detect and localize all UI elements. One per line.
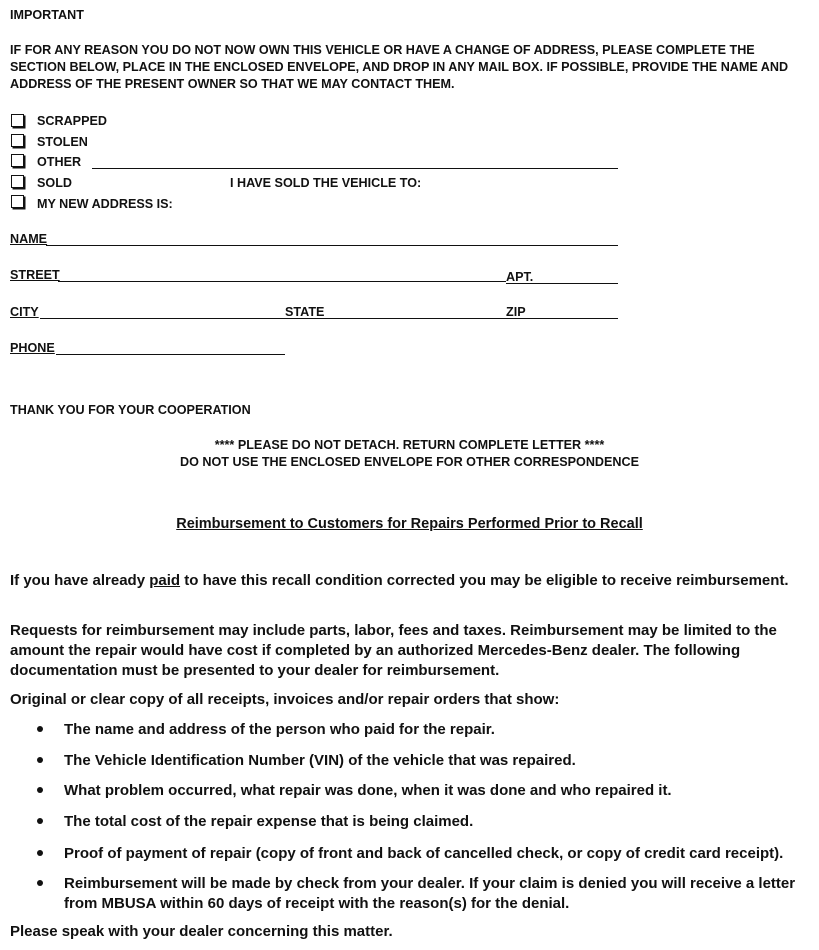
other-input-line[interactable] bbox=[92, 168, 618, 169]
zip-label: ZIP bbox=[506, 305, 526, 319]
list-item: The name and address of the person who paid for the repair. bbox=[64, 721, 495, 738]
other-checkbox[interactable] bbox=[11, 154, 24, 167]
bullet-icon bbox=[37, 880, 43, 886]
street-input-line[interactable] bbox=[58, 281, 506, 282]
reimbursement-heading: Reimbursement to Customers for Repairs Performed Prior to Recall bbox=[176, 516, 643, 532]
important-heading: IMPORTANT bbox=[10, 8, 84, 22]
reimbursement-paragraph-3: Original or clear copy of all receipts, invoices and/or repair orders that show: bbox=[10, 691, 560, 708]
city-input-line[interactable] bbox=[40, 318, 285, 319]
bullet-icon bbox=[37, 787, 43, 793]
list-item: The total cost of the repair expense that is being claimed. bbox=[64, 813, 474, 830]
bullet-icon bbox=[37, 818, 43, 824]
closing-text: Please speak with your dealer concerning this matter. bbox=[10, 923, 393, 940]
instruction-line-2: SECTION BELOW, PLACE IN THE ENCLOSED ENVELOPE, AND DROP IN ANY MAIL BOX. IF POSSIBLE, PROVIDE THE NAME AND bbox=[10, 60, 789, 74]
scrapped-label: SCRAPPED bbox=[37, 114, 107, 128]
list-item: Proof of payment of repair (copy of front and back of cancelled check, or copy of credit card receipt). bbox=[64, 845, 784, 862]
apt-label: APT. bbox=[506, 270, 534, 284]
street-label: STREET bbox=[10, 268, 60, 282]
sold-to-label: I HAVE SOLD THE VEHICLE TO: bbox=[230, 176, 422, 190]
list-item: What problem occurred, what repair was done, when it was done and who repaired it. bbox=[64, 782, 672, 799]
zip-input-line[interactable] bbox=[506, 318, 618, 319]
phone-input-line[interactable] bbox=[56, 354, 285, 355]
paid-emphasis: paid bbox=[149, 572, 181, 589]
bullet-icon bbox=[37, 726, 43, 732]
instruction-line-3: ADDRESS OF THE PRESENT OWNER SO THAT WE MAY CONTACT THEM. bbox=[10, 77, 455, 91]
notice-line-1: **** PLEASE DO NOT DETACH. RETURN COMPLETE LETTER **** bbox=[214, 438, 605, 452]
city-label: CITY bbox=[10, 305, 39, 319]
reimbursement-paragraph-1: If you have already paid to have this recall condition corrected you may be eligible to receive reimbursement. bbox=[10, 572, 789, 589]
apt-input-line[interactable] bbox=[506, 283, 618, 284]
notice-line-2: DO NOT USE THE ENCLOSED ENVELOPE FOR OTHER CORRESPONDENCE bbox=[179, 455, 640, 469]
phone-label: PHONE bbox=[10, 341, 55, 355]
list-item: Reimbursement will be made by check from your dealer. If your claim is denied you will receive a letter from MBUSA within 60 days of receipt with the reason(s) for the denial. bbox=[64, 875, 796, 912]
sold-label: SOLD bbox=[37, 176, 72, 190]
stolen-label: STOLEN bbox=[37, 135, 88, 149]
state-input-line[interactable] bbox=[285, 318, 506, 319]
thanks-text: THANK YOU FOR YOUR COOPERATION bbox=[10, 403, 251, 417]
name-input-line[interactable] bbox=[46, 245, 618, 246]
name-label: NAME bbox=[10, 232, 48, 246]
reimbursement-paragraph-2: Requests for reimbursement may include parts, labor, fees and taxes. Reimbursement may be limited to the amount the repair would have cost if completed by an authorized Mercedes-Benz dealer. The following documentation must be presented to your dealer for reimbursement. bbox=[10, 622, 777, 679]
bullet-icon bbox=[37, 850, 43, 856]
bullet-icon bbox=[37, 757, 43, 763]
sold-checkbox[interactable] bbox=[11, 175, 24, 188]
state-label: STATE bbox=[285, 305, 325, 319]
list-item: The Vehicle Identification Number (VIN) of the vehicle that was repaired. bbox=[64, 752, 576, 769]
stolen-checkbox[interactable] bbox=[11, 134, 24, 147]
instruction-line-1: IF FOR ANY REASON YOU DO NOT NOW OWN THIS VEHICLE OR HAVE A CHANGE OF ADDRESS, PLEASE COMPLETE THE bbox=[10, 43, 755, 57]
new-address-label: MY NEW ADDRESS IS: bbox=[37, 197, 173, 211]
scrapped-checkbox[interactable] bbox=[11, 114, 24, 127]
new-address-checkbox[interactable] bbox=[11, 195, 24, 208]
other-label: OTHER bbox=[37, 155, 82, 169]
